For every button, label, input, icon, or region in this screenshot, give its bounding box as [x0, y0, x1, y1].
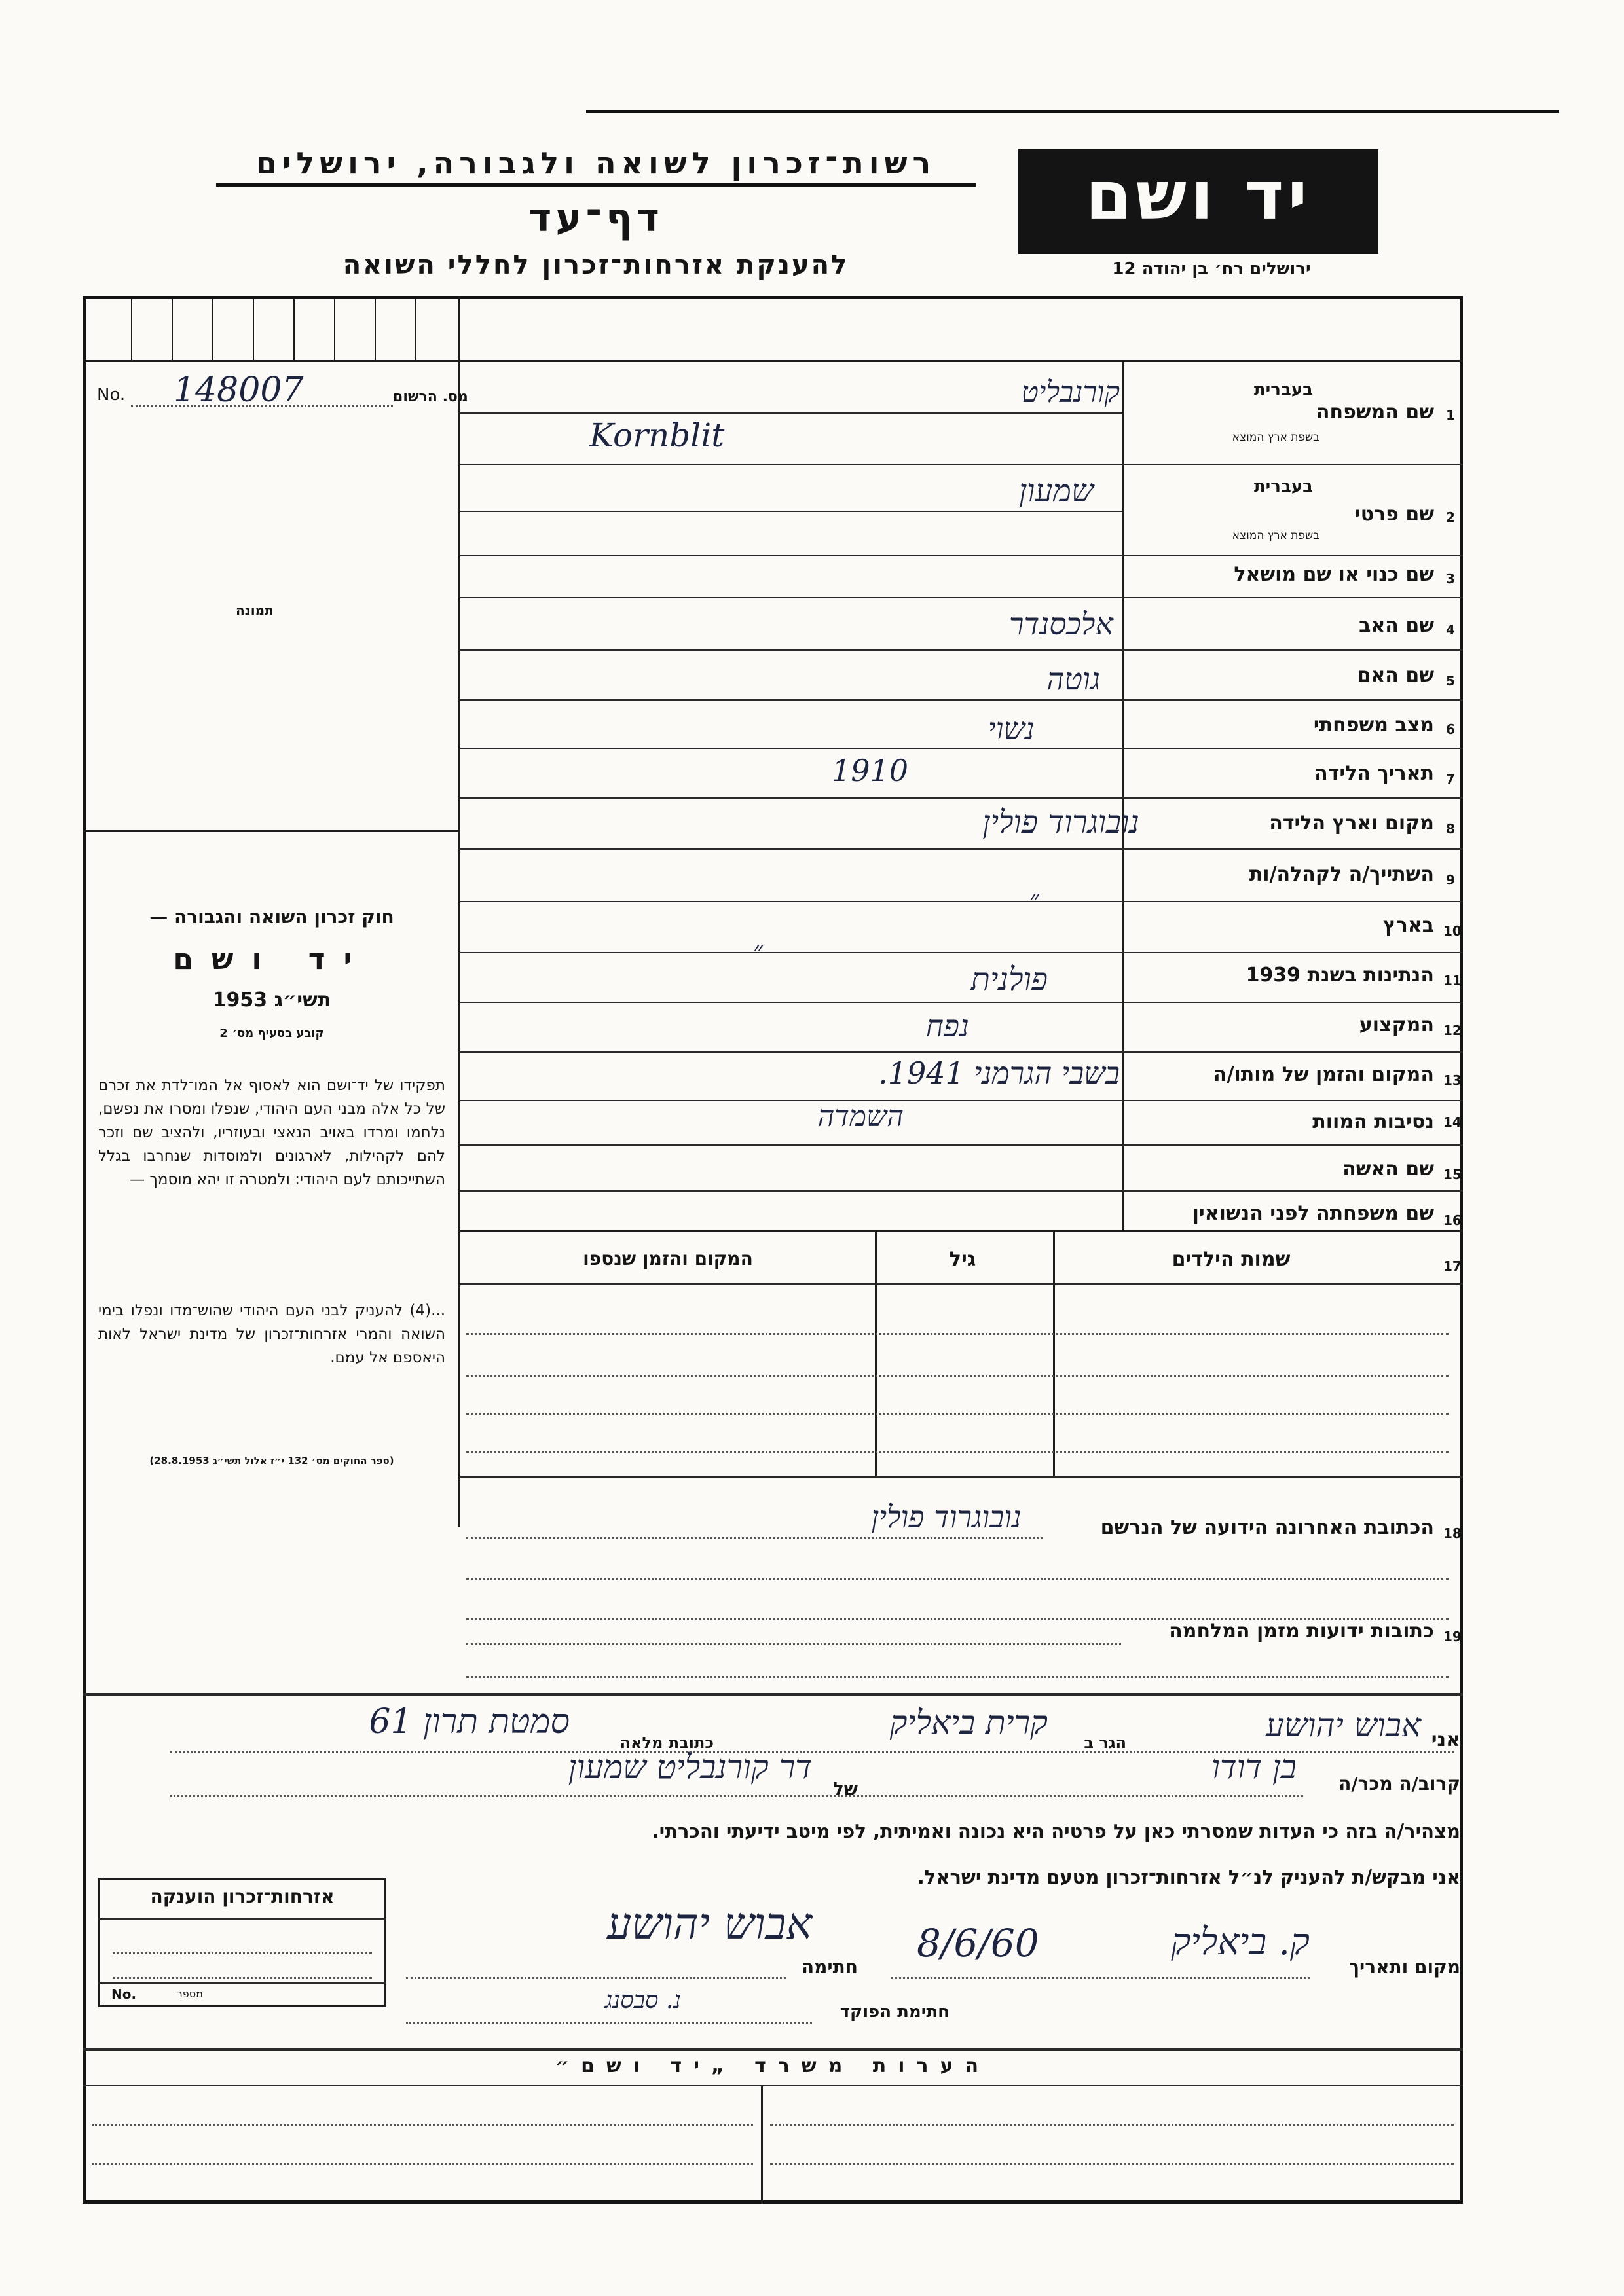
law-year: תשי״ג 1953 — [212, 989, 331, 1011]
field-11-divider — [460, 1002, 1463, 1003]
field-14-label: נסיבות המוות — [1312, 1110, 1434, 1133]
children-col-divider-2 — [1053, 1232, 1055, 1476]
field-2-number: 2 — [1446, 509, 1455, 525]
field-1-label: שם המשפחה — [1316, 401, 1434, 424]
field-11-value: פולנית — [970, 961, 1048, 998]
law-title: יד ושם — [173, 943, 371, 976]
children-number: 17 — [1443, 1258, 1462, 1274]
header-rule — [586, 110, 1559, 113]
field-13-value: בשבי הגרמני 1941. — [878, 1055, 1120, 1091]
field-2-divider — [460, 555, 1463, 556]
decl-date: 8/6/60 — [917, 1921, 1039, 1965]
field-4-label: שם האב — [1359, 614, 1434, 637]
children-row-1 — [466, 1333, 1449, 1335]
field-19-number: 19 — [1443, 1629, 1462, 1645]
field-4-value: אלכסנדר — [1008, 606, 1113, 642]
institution-name: רשות־זכרון לשואה ולגבורה, ירושלים — [216, 145, 976, 187]
children-col-divider-1 — [875, 1232, 877, 1476]
decl-request: אני מבקש/ת להעניק לנ״ל אזרחות־זכרון מטעם מדינת ישראל. — [917, 1866, 1460, 1888]
field-5-value: גוטה — [1046, 661, 1100, 697]
citizenship-box-line-1 — [113, 1952, 372, 1954]
field-5-label: שם האם — [1357, 664, 1434, 687]
decl-signature-label: חתימה — [801, 1956, 858, 1978]
children-col-place: המקום והזמן שנספו — [583, 1248, 753, 1269]
children-row-2 — [466, 1375, 1449, 1377]
tick-6 — [334, 299, 335, 360]
office-notes-right-1 — [770, 2124, 1454, 2126]
office-notes-title: הערות משרד „יד ושם״ — [555, 2054, 991, 2077]
field-18-value: נובוגרוד פולין — [871, 1499, 1022, 1535]
field-8-divider — [460, 848, 1463, 850]
field-13-number: 13 — [1443, 1072, 1462, 1088]
decl-ani: אני — [1431, 1728, 1460, 1751]
registration-label: מס. הרשום — [393, 389, 468, 405]
decl-relation: בן דודו — [1211, 1748, 1297, 1786]
field-19-line-2 — [466, 1676, 1449, 1678]
field-7-divider — [460, 797, 1463, 799]
children-col-names: שמות הילדים — [1172, 1248, 1291, 1271]
field-10-label: בארץ — [1382, 914, 1434, 937]
citizenship-box-number-label: מספר — [176, 1988, 203, 2000]
field-15-number: 15 — [1443, 1167, 1462, 1182]
decl-lives-in: הגר ב — [1084, 1734, 1126, 1752]
office-notes-right-2 — [770, 2163, 1454, 2165]
children-row-4 — [466, 1451, 1449, 1453]
field-6-divider — [460, 748, 1463, 749]
field-3-divider — [460, 597, 1463, 598]
field-6-number: 6 — [1446, 721, 1455, 737]
field-11-number: 11 — [1443, 973, 1462, 989]
field-1-hebrew-value: קורנבליט — [1021, 376, 1120, 409]
field-4-divider — [460, 649, 1463, 651]
tick-8 — [415, 299, 416, 360]
field-8-value: נובוגרוד פולין — [982, 804, 1139, 841]
field-12-divider — [460, 1051, 1463, 1053]
field-8-label: מקום וארץ הלידה — [1269, 812, 1434, 835]
field-18-line — [466, 1537, 1043, 1539]
field-10-divider — [460, 952, 1463, 953]
field-1-number: 1 — [1446, 407, 1455, 423]
field-19-line-1 — [466, 1643, 1121, 1645]
decl-relative-label: קרוב/ה מכר/ה — [1338, 1773, 1460, 1795]
field-6-label: מצב משפחתי — [1313, 714, 1434, 737]
citizenship-box-no-line — [98, 1982, 386, 1984]
field-2-local-tag: בשפת ארץ המוצא — [1232, 529, 1320, 542]
office-notes-divider — [761, 2085, 763, 2204]
field-15-divider — [460, 1190, 1463, 1192]
field-15-label: שם האשה — [1342, 1157, 1434, 1180]
field-12-label: המקצוע — [1359, 1013, 1434, 1036]
address-line: ירושלים רח׳ בן יהודה 12 — [1112, 259, 1311, 279]
registration-no-prefix: No. — [97, 385, 126, 405]
citizenship-box-title: אזרחות־זכרון הוענקה — [150, 1886, 335, 1907]
decl-line-2 — [170, 1795, 1303, 1797]
field-9-value: ״ — [1029, 884, 1040, 915]
field-4-number: 4 — [1446, 622, 1455, 638]
field-18-line-2 — [466, 1578, 1449, 1580]
law-text-1: תפקידו של יד־ושם הוא לאסוף אל המו־לדת את זכרם של כל אלה מבני העם היהודי, שנפלו ומסרו את נפשם, נלחמו ומרדו באויב הנאצי ובעוזריו, ולהציב שם וזכר להם לקהילות, לארגונים ולמוסדות שנחרבו בגלל השתייכותם לעם היהודי: ולמטרה זו יהא מוסמך — — [98, 1077, 445, 1188]
field-1-local-tag: בשפת ארץ המוצא — [1232, 431, 1320, 444]
field-2-label: שם פרטי — [1354, 503, 1434, 526]
field-13-divider — [460, 1100, 1463, 1101]
law-citation: (ספר החוקים מס׳ 132 י״ז אלול תשי״ג 28.8.1953) — [149, 1455, 394, 1467]
field-14-value: השמדה — [817, 1100, 904, 1133]
decl-signature-line — [406, 1977, 786, 1979]
decl-officer-label: חתימת הפוקד — [840, 2002, 950, 2022]
field-1-hebrew-tag: בעברית — [1253, 380, 1313, 399]
field-18-number: 18 — [1443, 1525, 1462, 1541]
field-16-label: שם משפחתה לפני הנשואין — [1192, 1202, 1434, 1225]
field-3-label: שם כנוי או שם מושאל — [1234, 563, 1434, 586]
field-19-label: כתובות ידועות מזמן המלחמה — [1169, 1620, 1434, 1643]
field-2-hebrew-tag: בעברית — [1253, 477, 1313, 496]
field-13-label: המקום והזמן של מותו/ה — [1213, 1063, 1434, 1086]
field-14-number: 14 — [1443, 1114, 1462, 1130]
office-notes-left-2 — [92, 2163, 753, 2165]
decl-place-date-label: מקום ותאריך — [1348, 1956, 1460, 1978]
field-9-divider — [460, 901, 1463, 902]
tick-7 — [375, 299, 376, 360]
field-16-number: 16 — [1443, 1212, 1462, 1228]
decl-name: אבוש יהושע — [1265, 1706, 1421, 1744]
citizenship-box-title-line — [98, 1918, 386, 1920]
field-2-hebrew-line — [460, 511, 1122, 512]
children-bottom-line — [460, 1476, 1463, 1478]
office-notes-left-1 — [92, 2124, 753, 2126]
field-2-hebrew-value: שמעון — [1018, 473, 1094, 509]
field-14-divider — [460, 1144, 1463, 1146]
children-col-age: גיל — [949, 1248, 976, 1271]
form-title: דף־עד — [528, 195, 663, 241]
tick-5 — [293, 299, 295, 360]
law-text-2: ...(4) להעניק לבני העם היהודי שהוש־מדו ונפלו בימי השואה והמרי אזרחות־זכרון של מדינת ישראל לאות היאספם אל עמם. — [98, 1302, 445, 1366]
section-divider — [83, 1693, 1463, 1696]
tick-4 — [253, 299, 254, 360]
field-12-number: 12 — [1443, 1023, 1462, 1038]
tick-1 — [131, 299, 132, 360]
children-row-3 — [466, 1413, 1449, 1415]
law-clause: קובע בסעיף מס׳ 2 — [219, 1027, 324, 1040]
logo-text: יד ושם — [1085, 157, 1312, 235]
decl-signature: אבוש יהושע — [607, 1899, 812, 1949]
decl-city: קרית ביאליק — [889, 1704, 1048, 1741]
field-8-number: 8 — [1446, 821, 1455, 837]
decl-officer-line — [406, 2022, 812, 2024]
field-1-hebrew-line — [460, 412, 1122, 414]
office-notes-top — [83, 2048, 1463, 2051]
office-notes-header-line — [83, 2085, 1463, 2086]
decl-address-label: כתובת מלאה — [619, 1734, 714, 1752]
citizenship-box-line-2 — [113, 1977, 372, 1979]
tick-3 — [212, 299, 213, 360]
citizenship-box-no: No. — [111, 1986, 137, 2002]
form-subtitle: להענקת אזרחות־זכרון לחללי השואה — [342, 250, 849, 280]
photo-area-bottom — [83, 830, 460, 832]
field-5-divider — [460, 699, 1463, 701]
field-7-value: 1910 — [832, 753, 909, 788]
field-7-number: 7 — [1446, 771, 1455, 787]
registration-number: 148007 — [174, 371, 304, 410]
field-9-number: 9 — [1446, 872, 1455, 888]
field-9-label: השתייך/ה לקהלה/ות — [1249, 863, 1434, 886]
field-11-label: הנתינות בשנת 1939 — [1246, 964, 1434, 987]
decl-address: סמטת תרון 61 — [369, 1702, 570, 1741]
field-7-label: תאריך הלידה — [1314, 762, 1434, 785]
field-18-label: הכתובת האחרונה הידועה של הנרשם — [1100, 1516, 1434, 1539]
field-5-number: 5 — [1446, 673, 1455, 689]
children-header-line — [460, 1283, 1463, 1285]
decl-place-date-line — [891, 1977, 1310, 1979]
law-heading: חוק זכרון השואה והגבורה — — [149, 906, 394, 928]
field-10-value: ״ — [753, 936, 764, 966]
photo-label: תמונה — [236, 602, 274, 618]
decl-of-label: של — [832, 1778, 858, 1800]
field-1-divider — [460, 464, 1463, 465]
decl-relative-name: דר קורנבליט שמעון — [568, 1748, 812, 1786]
field-1-local-value: Kornblit — [589, 416, 725, 454]
field-6-value: נשוי — [987, 711, 1035, 746]
field-12-value: נפח — [925, 1008, 969, 1044]
decl-officer-signature: נ. סבסנג — [604, 1987, 681, 2014]
decl-place: ק. ביאליק — [1171, 1921, 1310, 1963]
field-10-number: 10 — [1443, 923, 1462, 939]
tick-2 — [172, 299, 173, 360]
decl-statement: מצהיר/ה בזה כי העדות שמסרתי כאן על פרטיה היא נכונה ואמיתית, לפי מיטב ידיעתי והכרתי. — [652, 1820, 1460, 1842]
field-3-number: 3 — [1446, 571, 1455, 587]
